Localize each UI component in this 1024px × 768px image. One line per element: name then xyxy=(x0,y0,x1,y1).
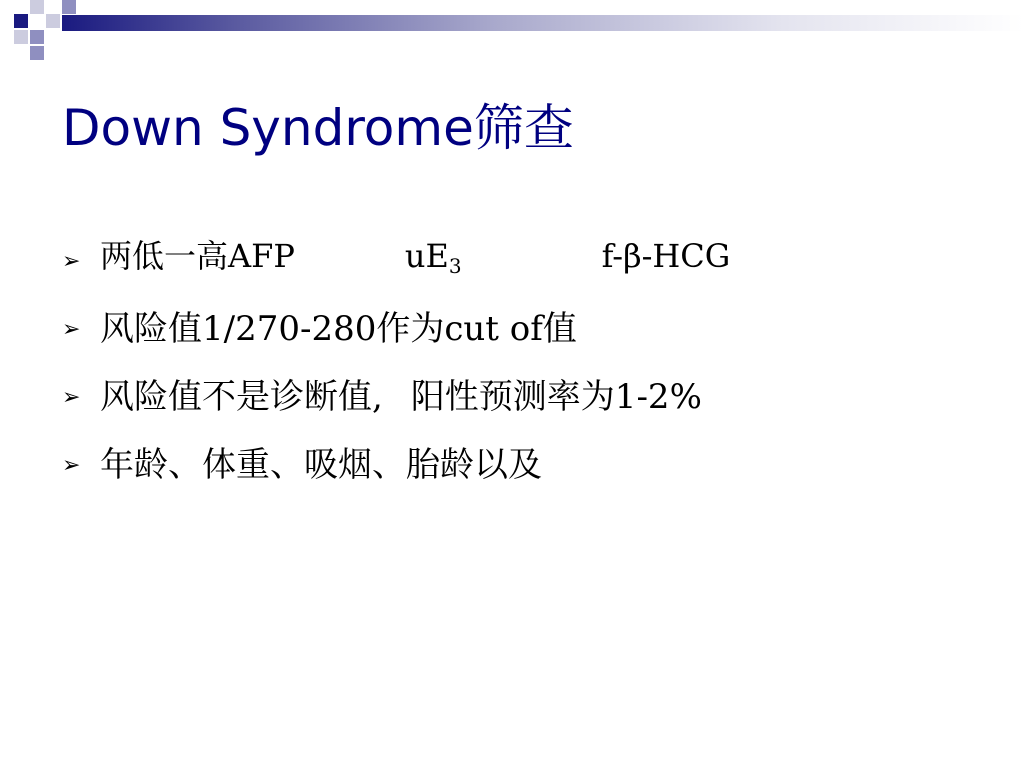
bullet-item-cutoff xyxy=(62,304,730,354)
bullet-text xyxy=(100,231,730,291)
deco-square-light xyxy=(30,0,44,14)
bullet-list xyxy=(62,236,730,508)
bullet-text xyxy=(100,372,702,422)
slide-title: Down Syndrome筛查 xyxy=(62,99,574,157)
risk-part1: 风险值不是诊断值, xyxy=(100,377,383,417)
bullet-text: 风险值1/270-280作为cut of值 xyxy=(100,309,577,349)
bullet-text: 年龄、体重、吸烟、胎龄以及 xyxy=(100,445,542,485)
deco-square-mid-3 xyxy=(62,0,76,14)
marker-prefix: 两低一高AFP xyxy=(100,237,295,275)
arrow-bullet-icon: ➢ xyxy=(62,384,81,410)
arrow-bullet-icon: ➢ xyxy=(62,316,81,342)
risk-part2: 阳性预测率为1-2% xyxy=(410,377,702,417)
ue3-subscript: 3 xyxy=(448,254,462,278)
arrow-bullet-icon: ➢ xyxy=(62,452,81,478)
deco-square-mid xyxy=(30,30,44,44)
bullet-item-risk xyxy=(62,372,730,422)
hcg-label: f-β-HCG xyxy=(601,237,731,275)
deco-square-light-2 xyxy=(46,14,60,28)
deco-square-mid-2 xyxy=(30,46,44,60)
bullet-item-markers xyxy=(62,236,730,286)
bullet-item-factors xyxy=(62,440,730,490)
title-accent-bar xyxy=(62,15,1024,31)
arrow-bullet-icon: ➢ xyxy=(62,248,81,274)
deco-square-light-3 xyxy=(14,30,28,44)
deco-square-dark xyxy=(14,14,28,28)
ue3-label: uE xyxy=(404,237,449,275)
